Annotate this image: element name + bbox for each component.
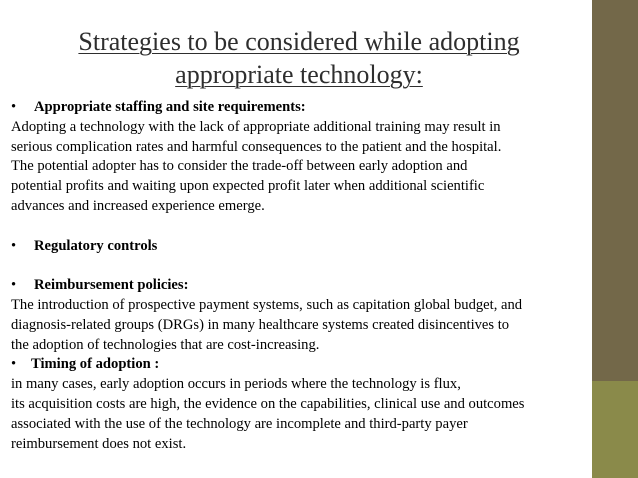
body-line: the adoption of technologies that are cost-increasing. [11,336,320,353]
body-line: associated with the use of the technology are incomplete and third-party payer [11,415,468,432]
heading-text: Reimbursement policies: [34,277,189,294]
body-line: advances and increased experience emerge. [11,197,265,214]
bullet-glyph: • [11,356,17,373]
bullet-glyph: • [11,237,17,254]
spacer [11,217,589,237]
body-line: potential profits and waiting upon expected profit later when additional scientific [11,178,485,195]
body-line: serious complication rates and harmful consequences to the patient and the hospital. [11,138,502,155]
title-line-1: Strategies to be considered while adopting [78,27,520,56]
body-line: in many cases, early adoption occurs in periods where the technology is flux, [11,376,461,393]
bullet-heading-timing [11,355,589,375]
heading-text: Regulatory controls [34,237,158,254]
body-line: Adopting a technology with the lack of appropriate additional training may result in [11,118,501,135]
bullet-heading-regulatory [11,237,589,257]
slide-title [10,25,588,91]
title-line-2: appropriate technology: [175,60,423,89]
heading-text: Appropriate staffing and site requirements: [34,99,306,115]
body-line: its acquisition costs are high, the evidence on the capabilities, clinical use and outcomes [11,395,525,412]
bullet-glyph: • [11,99,17,115]
bullet-heading-reimbursement [11,276,589,296]
bullet-glyph: • [11,277,17,294]
body-line: diagnosis-related groups (DRGs) in many healthcare systems created disincentives to [11,316,510,333]
body-line: The potential adopter has to consider the trade-off between early adoption and [11,158,468,175]
body-line: The introduction of prospective payment systems, such as capitation global budget, and [11,296,523,313]
heading-text: Timing of adoption : [31,356,160,373]
bullet-heading-staffing [11,98,589,118]
body-line: reimbursement does not exist. [11,435,187,452]
spacer [11,256,589,276]
decorative-side-bar-accent [592,381,638,478]
slide-body [11,98,589,454]
